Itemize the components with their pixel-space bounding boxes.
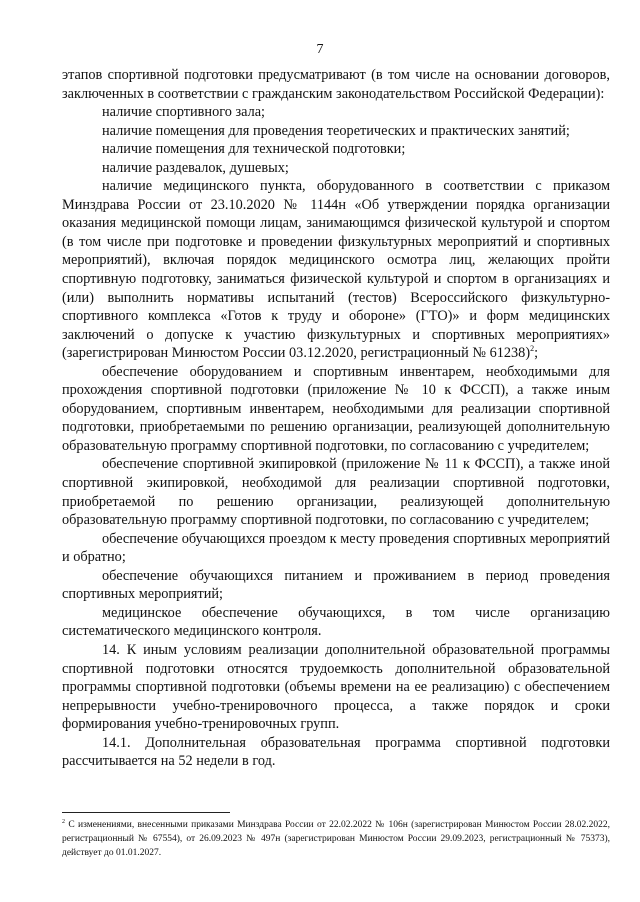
paragraph xyxy=(62,363,610,456)
paragraph-text: медицинское обеспечение обучающихся, в том числе организацию систематического медицинского контроля. xyxy=(62,604,610,640)
page-number: 7 xyxy=(316,42,324,57)
paragraph-text: наличие медицинского пункта, оборудованного в соответствии с приказом Минздрава России от 23.10.2020 № 1144н «Об утверждении порядка организации оказания медицинской помощи лицам, занимающимся физической культурой и спортом (в том числе при подготовке и проведении физкультурных мероприятий и спортивных мероприятий), включая порядок медицинского осмотра лиц, желающих пройти спортивную подготовку, заниматься физической культурой и спортом в организациях и (или) выполнить нормативы испытаний (тестов) Всероссийского физкультурно-спортивного комплекса «Готов к труду и обороне» (ГТО)» и форм медицинских заключений о допуске к участию физкультурных и спортивных мероприятиях» (зарегистрирован Минюстом России 03.12.2020, регистрационный № 61238) xyxy=(62,178,610,362)
paragraph xyxy=(62,103,610,122)
paragraph-text: наличие помещения для проведения теоретических и практических занятий; xyxy=(102,122,570,139)
footnote-text: С изменениями, внесенными приказами Минздрава России от 22.02.2022 № 106н (зарегистрирован Минюстом России 28.02.2022, регистрационный № 67554), от 26.09.2023 № 497н (зарегистрирован Минюстом России 29.09.2023, регистрационный № 75373), действует до 01.01.2027. xyxy=(62,820,610,858)
paragraph-text: 14. К иным условиям реализации дополнительной образовательной программы спортивной подготовки относятся трудоемкость дополнительной образовательной программы спортивной подготовки (объемы времени на ее реализацию) с обеспечением непрерывности учебно-тренировочного процесса, а также порядок и сроки формирования учебно-тренировочных групп. xyxy=(62,641,610,733)
paragraph xyxy=(62,140,610,159)
footnote-divider xyxy=(62,812,230,813)
footnote-reference: 2 xyxy=(530,344,535,354)
paragraph xyxy=(62,66,610,103)
paragraph-text: обеспечение оборудованием и спортивным инвентарем, необходимыми для прохождения спортивной подготовки (приложение № 10 к ФССП), а также иным оборудованием, спортивным инвентарем, необходимыми для реализации спортивной подготовки, приобретаемыми по решению организации, реализующей дополнительную образовательную программу спортивной подготовки, по согласованию с учредителем; xyxy=(62,363,610,454)
paragraph xyxy=(62,530,610,567)
paragraph xyxy=(62,122,610,141)
paragraph xyxy=(62,641,610,734)
paragraph xyxy=(62,734,610,771)
paragraph-text: обеспечение обучающихся питанием и проживанием в период проведения спортивных мероприятий; xyxy=(62,567,610,603)
body-text xyxy=(62,66,610,771)
footnote xyxy=(62,818,610,860)
paragraph xyxy=(62,604,610,641)
paragraph-text: наличие спортивного зала; xyxy=(102,104,266,121)
paragraph-text: 14.1. Дополнительная образовательная программа спортивной подготовки рассчитывается на 52 недели в год. xyxy=(62,734,610,770)
paragraph xyxy=(62,177,610,362)
paragraph xyxy=(62,567,610,604)
paragraph-text: этапов спортивной подготовки предусматривают (в том числе на основании договоров, заключенных в соответствии с гражданским законодательством Российской Федерации): xyxy=(62,67,610,102)
paragraph-text: обеспечение спортивной экипировкой (приложение № 11 к ФССП), а также иной спортивной экипировкой, необходимой для реализации спортивной подготовки, приобретаемой по решению организации, реализующей дополнительную образовательную программу спортивной подготовки, по согласованию с учредителем; xyxy=(62,456,610,529)
paragraph-text: наличие раздевалок, душевых; xyxy=(102,159,289,176)
paragraph xyxy=(62,159,610,178)
paragraph-text: наличие помещения для технической подготовки; xyxy=(102,141,406,158)
paragraph-text: обеспечение обучающихся проездом к месту проведения спортивных мероприятий и обратно; xyxy=(62,530,610,566)
paragraph xyxy=(62,455,610,529)
paragraph-text-tail: ; xyxy=(534,345,539,362)
footnote-mark: 2 xyxy=(62,818,65,825)
